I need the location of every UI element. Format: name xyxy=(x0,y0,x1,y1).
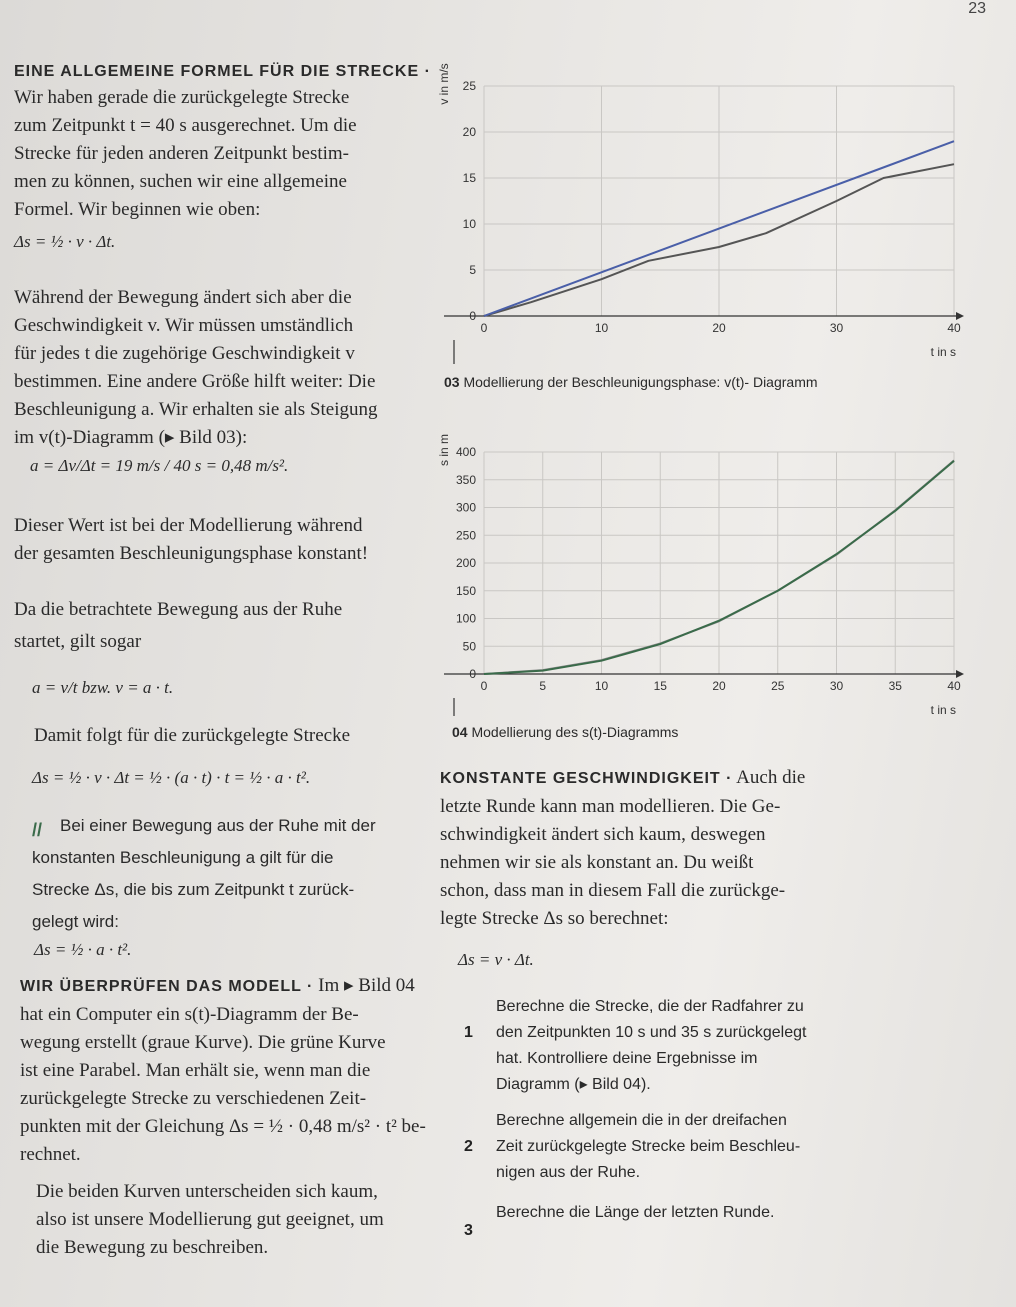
rule-box-marker: // xyxy=(32,820,43,840)
text-line: startet, gilt sogar xyxy=(14,631,142,652)
text-line: der gesamten Beschleunigungsphase konstant! xyxy=(14,543,369,564)
task-3 xyxy=(496,1200,816,1226)
formula-ds-v: Δs = ½ · v · Δt. xyxy=(14,232,116,251)
x-axis-label: t in s xyxy=(930,703,956,716)
text-line: Formel. Wir beginnen wie oben: xyxy=(14,199,261,220)
y-tick-label: 0 xyxy=(469,667,476,681)
text-line: Bei einer Bewegung aus der Ruhe mit der xyxy=(60,816,376,835)
x-tick-label: 10 xyxy=(594,679,609,693)
heading-check-model: WIR ÜBERPRÜFEN DAS MODELL · xyxy=(20,978,314,995)
x-axis-arrow xyxy=(956,312,964,320)
caption-04 xyxy=(452,724,678,740)
text-line: hat. Kontrolliere deine Ergebnisse im xyxy=(496,1050,758,1067)
paragraph-intro xyxy=(14,84,424,224)
y-tick-label: 100 xyxy=(455,611,476,626)
text-line: Dieser Wert ist bei der Modellierung während xyxy=(14,515,363,536)
x-tick-label: 0 xyxy=(480,321,488,335)
text-line: schwindigkeit ändert sich kaum, deswegen xyxy=(440,824,766,845)
text-line: legte Strecke Δs so berechnet: xyxy=(440,908,669,929)
text-line: Berechne die Strecke, die der Radfahrer zu xyxy=(496,998,804,1015)
caption-number: 04 xyxy=(452,724,468,740)
x-tick-label: 15 xyxy=(653,679,667,693)
caption-text: Modellierung des s(t)-Diagramms xyxy=(471,724,679,740)
text-line: Während der Bewegung ändert sich aber die xyxy=(14,287,352,308)
y-axis-label: s in m xyxy=(437,433,451,467)
text-line: Berechne die Länge der letzten Runde. xyxy=(496,1204,775,1221)
task-3-number: 3 xyxy=(464,1222,473,1239)
text-line: schon, dass man in diesem Fall die zurückge- xyxy=(440,880,786,901)
x-tick-label: 30 xyxy=(829,321,844,335)
text-line: Wir haben gerade die zurückgelegte Strecke xyxy=(14,87,350,108)
task-2-number: 2 xyxy=(464,1138,473,1155)
paragraph-conclusion xyxy=(36,1178,446,1262)
paragraph-constant xyxy=(14,512,424,568)
text-line: für jedes t die zugehörige Geschwindigkeit v xyxy=(14,343,355,364)
y-tick-label: 20 xyxy=(462,125,476,139)
y-tick-label: 350 xyxy=(455,472,476,487)
x-tick-label: 30 xyxy=(829,679,844,693)
caption-number: 03 xyxy=(444,374,460,390)
task-1 xyxy=(496,994,816,1098)
x-tick-label: 10 xyxy=(594,321,609,335)
x-tick-label: 35 xyxy=(888,679,902,693)
y-tick-label: 15 xyxy=(462,171,476,185)
y-tick-label: 400 xyxy=(455,445,476,459)
text-line: Strecke für jeden anderen Zeitpunkt bestim- xyxy=(14,143,350,164)
text-line: Die beiden Kurven unterscheiden sich kaum, xyxy=(36,1181,378,1202)
formula-acceleration: a = Δv/Δt = 19 m/s / 40 s = 0,48 m/s². xyxy=(30,456,289,475)
x-tick-label: 5 xyxy=(539,679,547,693)
x-tick-label: 25 xyxy=(771,679,785,693)
text-line: Geschwindigkeit v. Wir müssen umständlich xyxy=(14,315,354,336)
y-tick-label: 50 xyxy=(462,639,476,654)
page-number: 23 xyxy=(968,0,986,17)
formula-ds-derivation: Δs = ½ · v · Δt = ½ · (a · t) · t = ½ · a · t². xyxy=(32,768,311,787)
text-line: zurückgelegte Strecke zu verschiedenen Zeit- xyxy=(20,1088,367,1109)
text-fragment: Im ▸ Bild 04 xyxy=(313,975,415,996)
task-2 xyxy=(496,1108,816,1186)
text-line: nigen aus der Ruhe. xyxy=(496,1164,641,1181)
chart-v-t xyxy=(426,56,1006,366)
y-tick-label: 5 xyxy=(469,263,476,277)
text-line: Strecke Δs, die bis zum Zeitpunkt t zurück- xyxy=(32,880,355,899)
rule-box xyxy=(32,812,420,936)
text-line: letzte Runde kann man modellieren. Die Ge- xyxy=(440,796,781,817)
formula-a-v-t: a = v/t bzw. v = a · t. xyxy=(32,678,174,697)
paragraph-constant-velocity xyxy=(440,764,820,933)
y-tick-label: 200 xyxy=(455,556,476,570)
y-axis-label: v in m/s xyxy=(437,63,451,105)
task-1-number: 1 xyxy=(464,1024,473,1041)
chart-s-t xyxy=(426,416,1006,716)
text-line: punkten mit der Gleichung Δs = ½ · 0,48 m/s² · t² be- xyxy=(20,1116,426,1137)
rule-box-formula: Δs = ½ · a · t². xyxy=(34,940,132,959)
heading-general-formula: EINE ALLGEMEINE FORMEL FÜR DIE STRECKE · xyxy=(14,63,431,80)
text-line: im v(t)-Diagramm (▸ Bild 03): xyxy=(14,427,248,448)
text-line: Da die betrachtete Bewegung aus der Ruhe xyxy=(14,599,343,620)
text-line: ist eine Parabel. Man erhält sie, wenn man die xyxy=(20,1060,371,1081)
text-line: men zu können, suchen wir eine allgemeine xyxy=(14,171,347,192)
x-tick-label: 20 xyxy=(712,679,726,693)
paragraph-distance: Damit folgt für die zurückgelegte Strecke xyxy=(34,725,351,746)
heading-constant-velocity: KONSTANTE GESCHWINDIGKEIT · xyxy=(440,770,733,787)
text-line: Diagramm (▸ Bild 04). xyxy=(496,1076,651,1093)
text-line: Beschleunigung a. Wir erhalten sie als Steigung xyxy=(14,399,378,420)
text-line: den Zeitpunkten 10 s und 35 s zurückgelegt xyxy=(496,1024,807,1041)
paragraph-check-model xyxy=(20,972,440,1169)
caption-text: Modellierung der Beschleunigungsphase: v(t)- Diagramm xyxy=(463,374,818,390)
caption-03 xyxy=(444,374,818,390)
text-line: Berechne allgemein die in der dreifachen xyxy=(496,1112,787,1129)
x-tick-label: 20 xyxy=(712,321,726,335)
y-tick-label: 0 xyxy=(469,309,476,323)
x-tick-label: 0 xyxy=(480,679,488,693)
text-line: konstanten Beschleunigung a gilt für die xyxy=(32,848,334,867)
x-axis-label: t in s xyxy=(930,345,956,359)
text-line: wegung erstellt (graue Kurve). Die grüne Kurve xyxy=(20,1032,386,1053)
text-line: gelegt wird: xyxy=(32,912,119,931)
text-line: hat ein Computer ein s(t)-Diagramm der Be- xyxy=(20,1004,359,1025)
y-tick-label: 300 xyxy=(455,500,476,515)
x-axis-arrow xyxy=(956,670,964,678)
x-tick-label: 40 xyxy=(947,679,961,693)
paragraph-rest xyxy=(14,596,424,656)
text-line: bestimmen. Eine andere Größe hilft weiter: Die xyxy=(14,371,376,392)
y-tick-label: 150 xyxy=(455,583,476,598)
text-fragment: Auch die xyxy=(732,767,806,788)
paragraph-acceleration xyxy=(14,284,424,452)
text-line: also ist unsere Modellierung gut geeignet, um xyxy=(36,1209,384,1230)
text-line: die Bewegung zu beschreiben. xyxy=(36,1237,269,1258)
y-tick-label: 25 xyxy=(462,79,476,93)
text-line: nehmen wir sie als konstant an. Du weißt xyxy=(440,852,754,873)
formula-constant: Δs = v · Δt. xyxy=(458,950,534,969)
y-tick-label: 10 xyxy=(462,217,476,231)
x-tick-label: 40 xyxy=(947,321,961,335)
text-line: Zeit zurückgelegte Strecke beim Beschleu- xyxy=(496,1138,801,1155)
y-tick-label: 250 xyxy=(455,528,476,543)
text-line: zum Zeitpunkt t = 40 s ausgerechnet. Um die xyxy=(14,115,357,136)
text-line: rechnet. xyxy=(20,1144,81,1165)
